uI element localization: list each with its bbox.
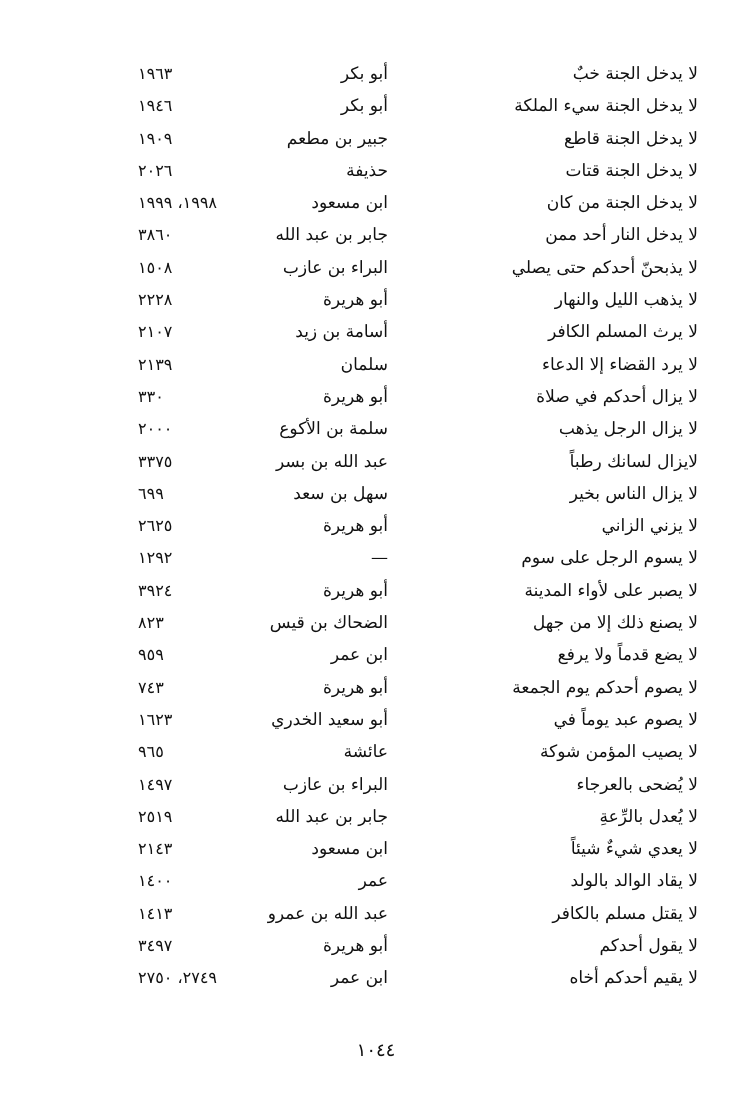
hadith-text: لا يدخل الجنة من كان — [546, 193, 698, 214]
index-row — [138, 607, 710, 639]
index-row — [138, 446, 710, 478]
narrator-name: أبو هريرة — [322, 516, 388, 537]
narrator-name: — — [371, 548, 388, 569]
hadith-text: لا يدخل النار أحد ممن — [545, 225, 698, 246]
narrator-name: عبد الله بن عمرو — [267, 903, 388, 924]
hadith-number: ١٥٠٨ — [138, 257, 173, 277]
hadith-text: لايزال لسانك رطباً — [569, 451, 698, 472]
narrator-name: ابن مسعود — [311, 193, 388, 214]
narrator-name: أبو بكر — [340, 64, 388, 84]
index-row — [138, 833, 710, 865]
hadith-number: ٢٧٤٩، ٢٧٥٠ — [138, 968, 217, 988]
index-row — [138, 672, 710, 704]
narrator-name: ابن مسعود — [311, 839, 388, 860]
index-row — [138, 575, 710, 607]
index-row — [138, 704, 710, 736]
narrator-name: أبو هريرة — [322, 386, 388, 407]
narrator-name: أبو سعيد الخدري — [271, 709, 388, 730]
hadith-number: ٩٥٩ — [138, 645, 164, 665]
narrator-name: البراء بن عازب — [282, 774, 388, 795]
index-row — [138, 123, 710, 155]
hadith-text: لا يدخل الجنة قاطع — [564, 128, 698, 149]
narrator-name: جبير بن مطعم — [286, 128, 388, 149]
index-row — [138, 58, 710, 90]
hadith-text: لا يرث المسلم الكافر — [548, 322, 698, 343]
narrator-name: جابر بن عبد الله — [275, 225, 388, 246]
hadith-text: لا يُعدل بالرِّعةِ — [599, 806, 698, 827]
index-row — [138, 349, 710, 381]
index-row — [138, 284, 710, 316]
hadith-number: ١٢٩٢ — [138, 548, 173, 568]
index-row — [138, 478, 710, 510]
hadith-number: ٢٠٢٦ — [138, 160, 173, 180]
index-row — [138, 930, 710, 962]
narrator-name: عائشة — [343, 742, 388, 763]
hadith-text: لا يزال الناس بخير — [569, 483, 698, 504]
hadith-number: ١٩٤٦ — [138, 96, 173, 116]
narrator-name: أبو بكر — [340, 96, 388, 117]
hadith-text: لا يدخل الجنة خبٌ — [572, 64, 698, 84]
index-row — [138, 542, 710, 574]
narrator-name: أبو هريرة — [322, 290, 388, 311]
hadith-number: ٩٦٥ — [138, 742, 164, 762]
narrator-name: أبو هريرة — [322, 936, 388, 957]
index-row — [138, 413, 710, 445]
index-row — [138, 736, 710, 768]
index-row — [138, 898, 710, 930]
hadith-text: لا يقاد الوالد بالولد — [570, 871, 698, 892]
narrator-name: سلمان — [340, 354, 388, 375]
hadith-number: ٢٠٠٠ — [138, 419, 173, 439]
hadith-number: ١٤٠٠ — [138, 871, 173, 891]
hadith-text: لا يصنع ذلك إلا من جهل — [532, 613, 698, 634]
narrator-name: سهل بن سعد — [293, 483, 388, 504]
hadith-number: ٨٢٣ — [138, 613, 164, 633]
index-row — [138, 90, 710, 122]
narrator-name: عمر — [358, 871, 388, 892]
hadith-text: لا يقتل مسلم بالكافر — [552, 903, 698, 924]
hadith-number: ٣٩٢٤ — [138, 580, 173, 600]
narrator-name: أسامة بن زيد — [295, 322, 388, 343]
index-row — [138, 801, 710, 833]
hadith-number: ٣٤٩٧ — [138, 936, 173, 956]
hadith-text: لا يدخل الجنة سيء الملكة — [514, 96, 698, 117]
hadith-number: ١٤٩٧ — [138, 774, 173, 794]
hadith-text: لا يذهب الليل والنهار — [554, 290, 698, 311]
hadith-number: ١٩٠٩ — [138, 128, 173, 148]
index-row — [138, 510, 710, 542]
hadith-number: ٢١٤٣ — [138, 839, 173, 859]
hadith-text: لا يدخل الجنة قتات — [565, 160, 698, 181]
hadith-text: لا يصوم عبد يوماً في — [553, 709, 698, 730]
hadith-index-table — [138, 58, 710, 995]
hadith-number: ٦٩٩ — [138, 483, 164, 503]
hadith-number: ١٩٦٣ — [138, 64, 173, 83]
index-row — [138, 769, 710, 801]
index-row — [138, 316, 710, 348]
index-row — [138, 639, 710, 671]
hadith-number: ٧٤٣ — [138, 677, 164, 697]
hadith-number: ٢١٠٧ — [138, 322, 173, 342]
index-row — [138, 187, 710, 219]
narrator-name: البراء بن عازب — [282, 257, 388, 278]
page-number: ١٠٤٤ — [356, 1040, 396, 1061]
index-row — [138, 155, 710, 187]
hadith-number: ١٤١٣ — [138, 903, 173, 923]
index-row — [138, 252, 710, 284]
hadith-number: ٣٣٠ — [138, 386, 164, 406]
hadith-number: ٣٨٦٠ — [138, 225, 173, 245]
index-row — [138, 381, 710, 413]
narrator-name: حذيفة — [346, 160, 388, 181]
hadith-text: لا يصبر على لأواء المدينة — [524, 580, 698, 601]
hadith-number: ١٦٢٣ — [138, 709, 173, 729]
narrator-name: جابر بن عبد الله — [275, 806, 388, 827]
hadith-text: لا يقيم أحدكم أخاه — [569, 968, 698, 989]
narrator-name: عبد الله بن بسر — [275, 451, 388, 472]
hadith-text: لا يعدي شيءٌ شيئاً — [570, 839, 698, 860]
hadith-text: لا يرد القضاء إلا الدعاء — [542, 354, 698, 375]
hadith-text: لا يزال الرجل يذهب — [558, 419, 698, 440]
hadith-number: ٢١٣٩ — [138, 354, 173, 374]
narrator-name: ابن عمر — [330, 645, 388, 666]
hadith-text: لا يقول أحدكم — [599, 936, 698, 957]
narrator-name: ابن عمر — [330, 968, 388, 989]
narrator-name: الضحاك بن قيس — [269, 613, 388, 634]
hadith-text: لا يسوم الرجل على سوم — [521, 548, 698, 569]
narrator-name: أبو هريرة — [322, 580, 388, 601]
hadith-text: لا يذبحنّ أحدكم حتى يصلي — [511, 257, 698, 278]
hadith-number: ٢٦٢٥ — [138, 516, 173, 536]
hadith-text: لا يصوم أحدكم يوم الجمعة — [512, 677, 698, 698]
index-row — [138, 962, 710, 994]
hadith-number: ٢٢٢٨ — [138, 290, 173, 310]
hadith-text: لا يزال أحدكم في صلاة — [536, 386, 698, 407]
hadith-text: لا يضع قدماً ولا يرفع — [557, 645, 698, 666]
hadith-text: لا يصيب المؤمن شوكة — [540, 742, 698, 763]
hadith-text: لا يُضحى بالعرجاء — [576, 774, 698, 795]
narrator-name: أبو هريرة — [322, 677, 388, 698]
hadith-text: لا يزني الزاني — [601, 516, 698, 537]
index-row — [138, 865, 710, 897]
hadith-number: ٣٣٧٥ — [138, 451, 173, 471]
narrator-name: سلمة بن الأكوع — [279, 419, 388, 440]
hadith-number: ٢٥١٩ — [138, 806, 173, 826]
hadith-number: ١٩٩٨، ١٩٩٩ — [138, 193, 217, 213]
index-row — [138, 219, 710, 251]
